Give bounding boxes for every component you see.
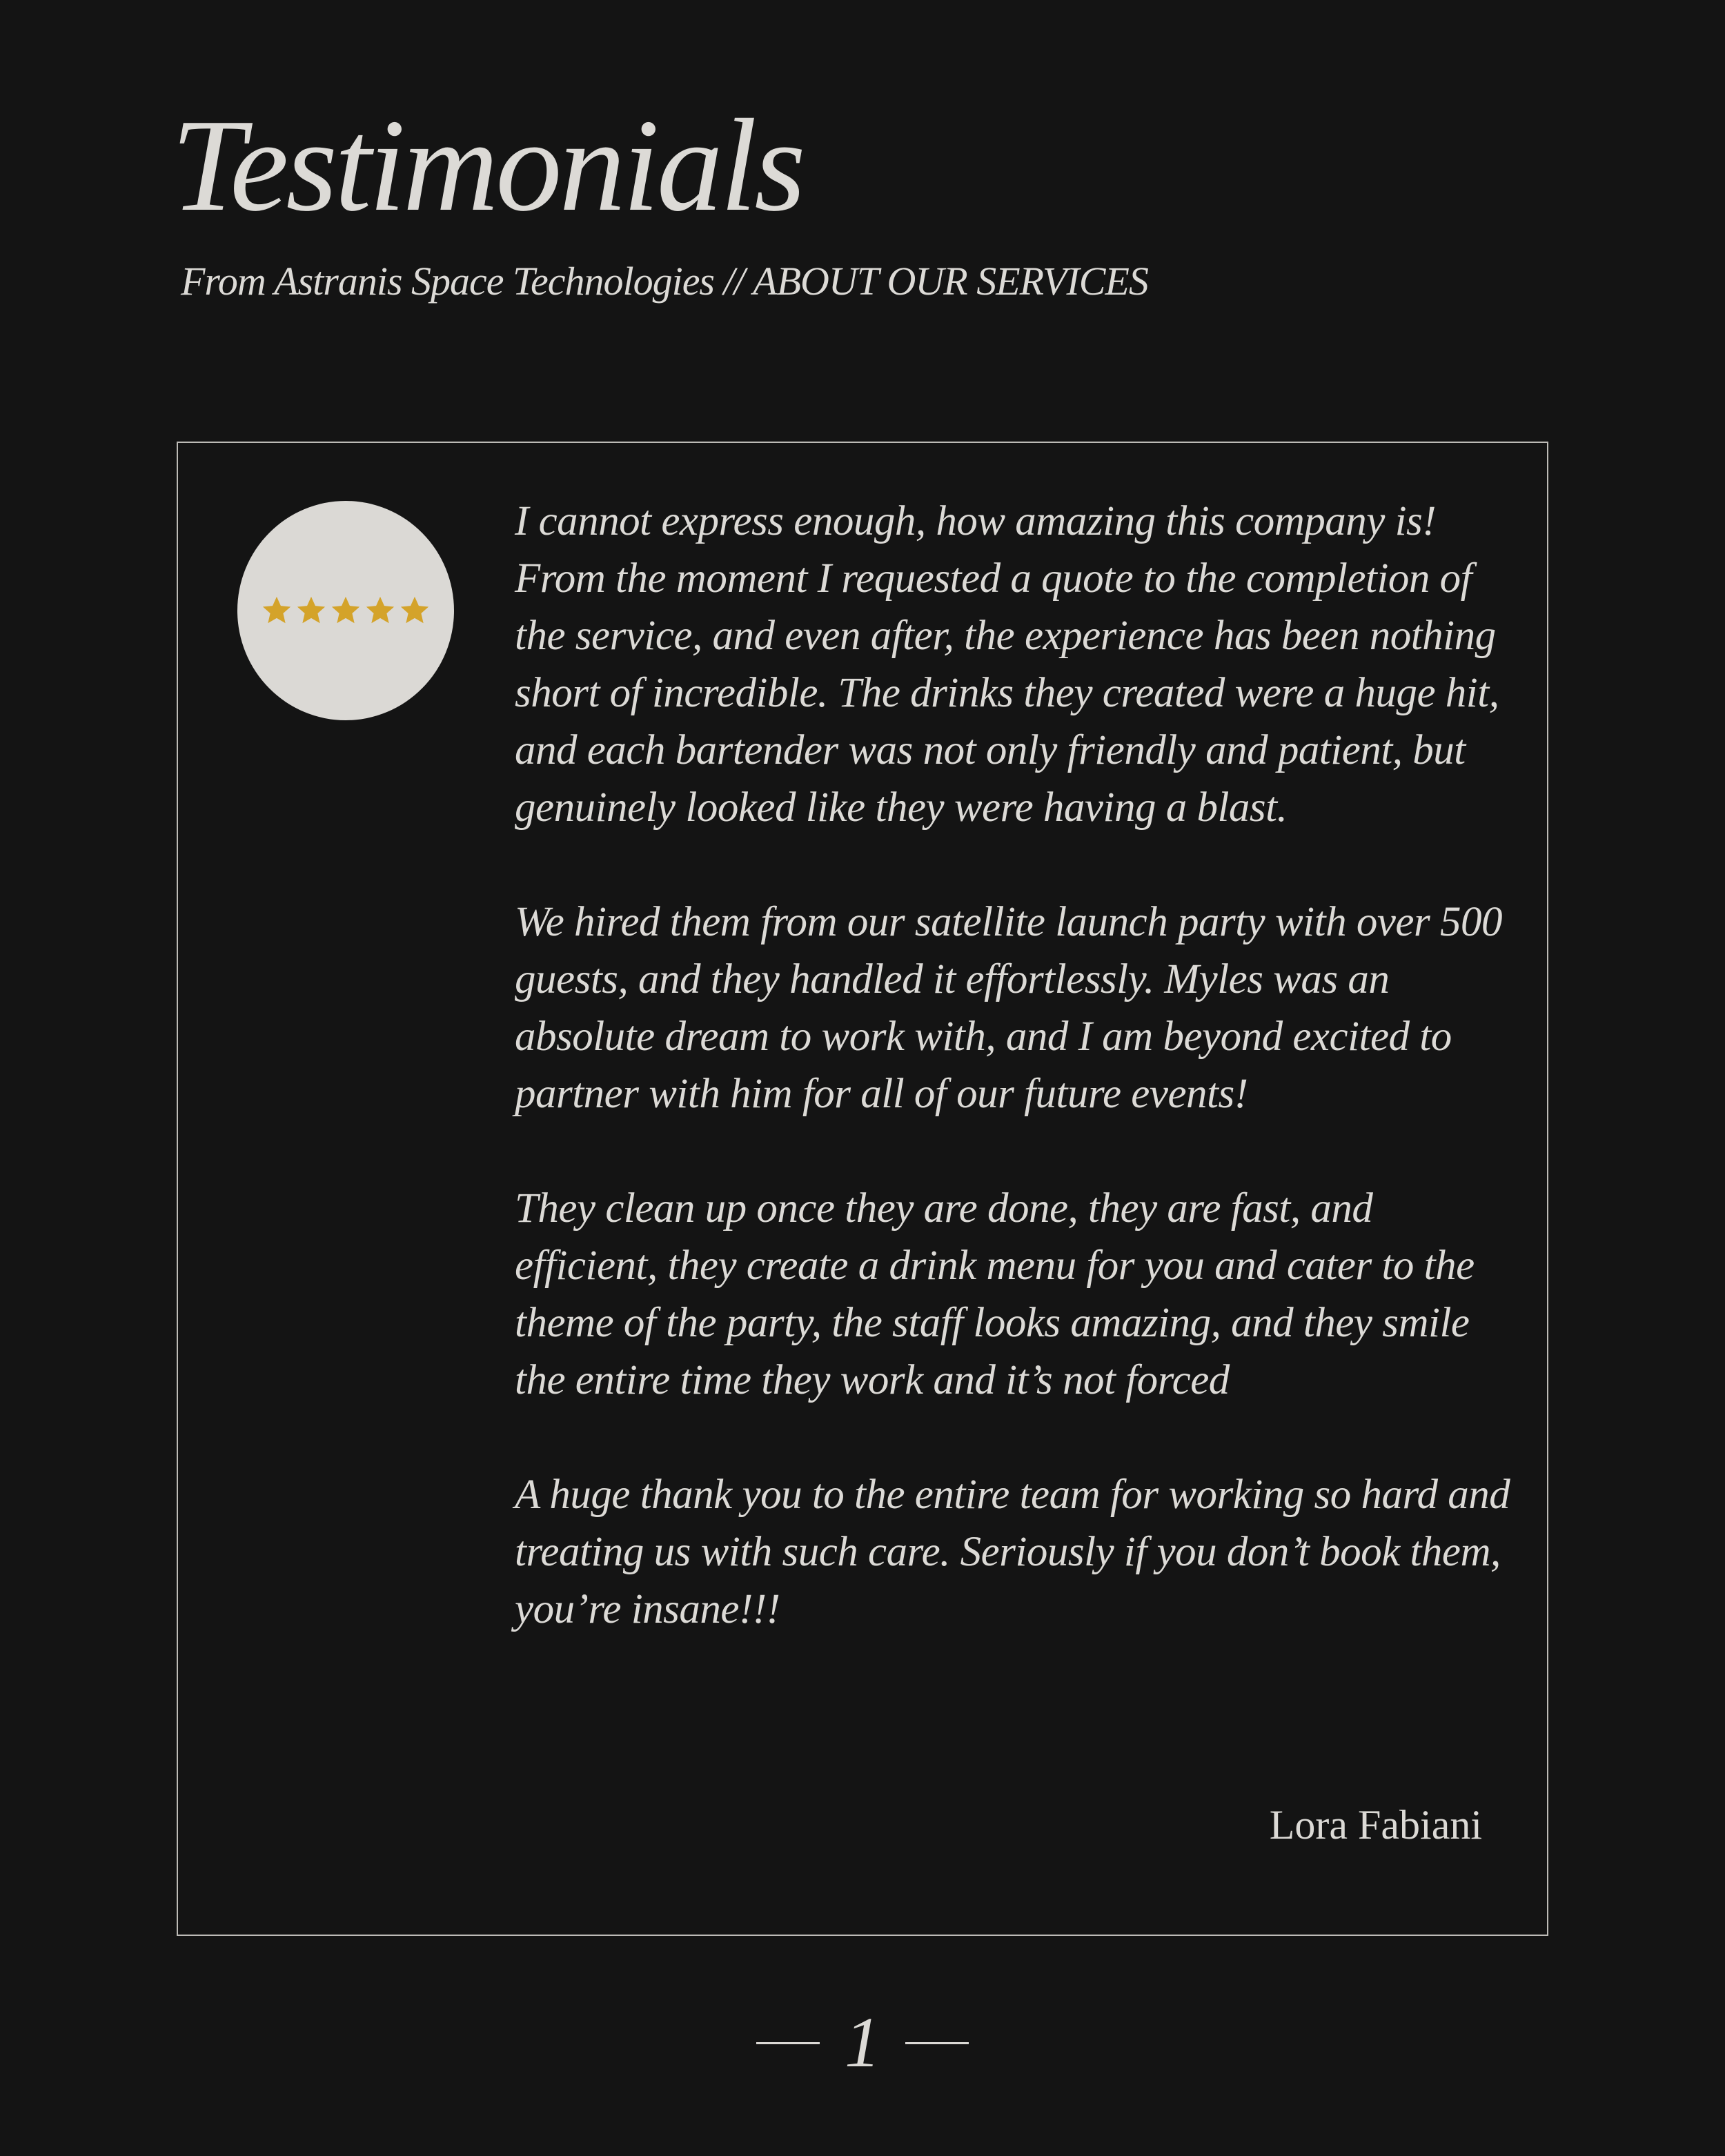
rating-badge: [237, 501, 454, 720]
testimonial-author: Lora Fabiani: [1269, 1802, 1482, 1848]
quote-paragraph: We hired them from our satellite launch party with over 500 guests, and they handled it effortlessly. Myles was an absolute dream to work with, and I am beyond excited to partner with him for all of our future events!: [515, 899, 1502, 1117]
quote-paragraph: I cannot express enough, how amazing this company is! From the moment I requested a quote to the completion of the service, and even after, the experience has been nothing short of incredible. The drinks they created were a huge hit, and each bartender was not only friendly and patient, but genuinely looked like they were having a blast.: [515, 498, 1499, 831]
star-icon: [261, 595, 293, 626]
page-indicator: [0, 2005, 1725, 2081]
quote-paragraph: A huge thank you to the entire team for working so hard and treating us with such care. Seriously if you don’t book them, you’re insane!!!: [515, 1472, 1510, 1632]
left-dash: [756, 2042, 820, 2044]
page-number: 1: [845, 2003, 880, 2082]
star-icon: [364, 595, 396, 626]
right-dash: [905, 2042, 969, 2044]
testimonial-card: [177, 442, 1548, 1936]
page-title: Testimonials: [171, 92, 803, 239]
star-rating: [261, 595, 431, 626]
quote-paragraph: They clean up once they are done, they are fast, and efficient, they create a drink menu for you and cater to the theme of the party, the staff looks amazing, and they smile the entire time they work and it’s not forced: [515, 1185, 1475, 1403]
star-icon: [330, 595, 362, 626]
page-subtitle: From Astranis Space Technologies // ABOUT OUR SERVICES: [181, 259, 1148, 304]
star-icon: [295, 595, 327, 626]
star-icon: [399, 595, 431, 626]
testimonial-quote: [515, 493, 1515, 1638]
